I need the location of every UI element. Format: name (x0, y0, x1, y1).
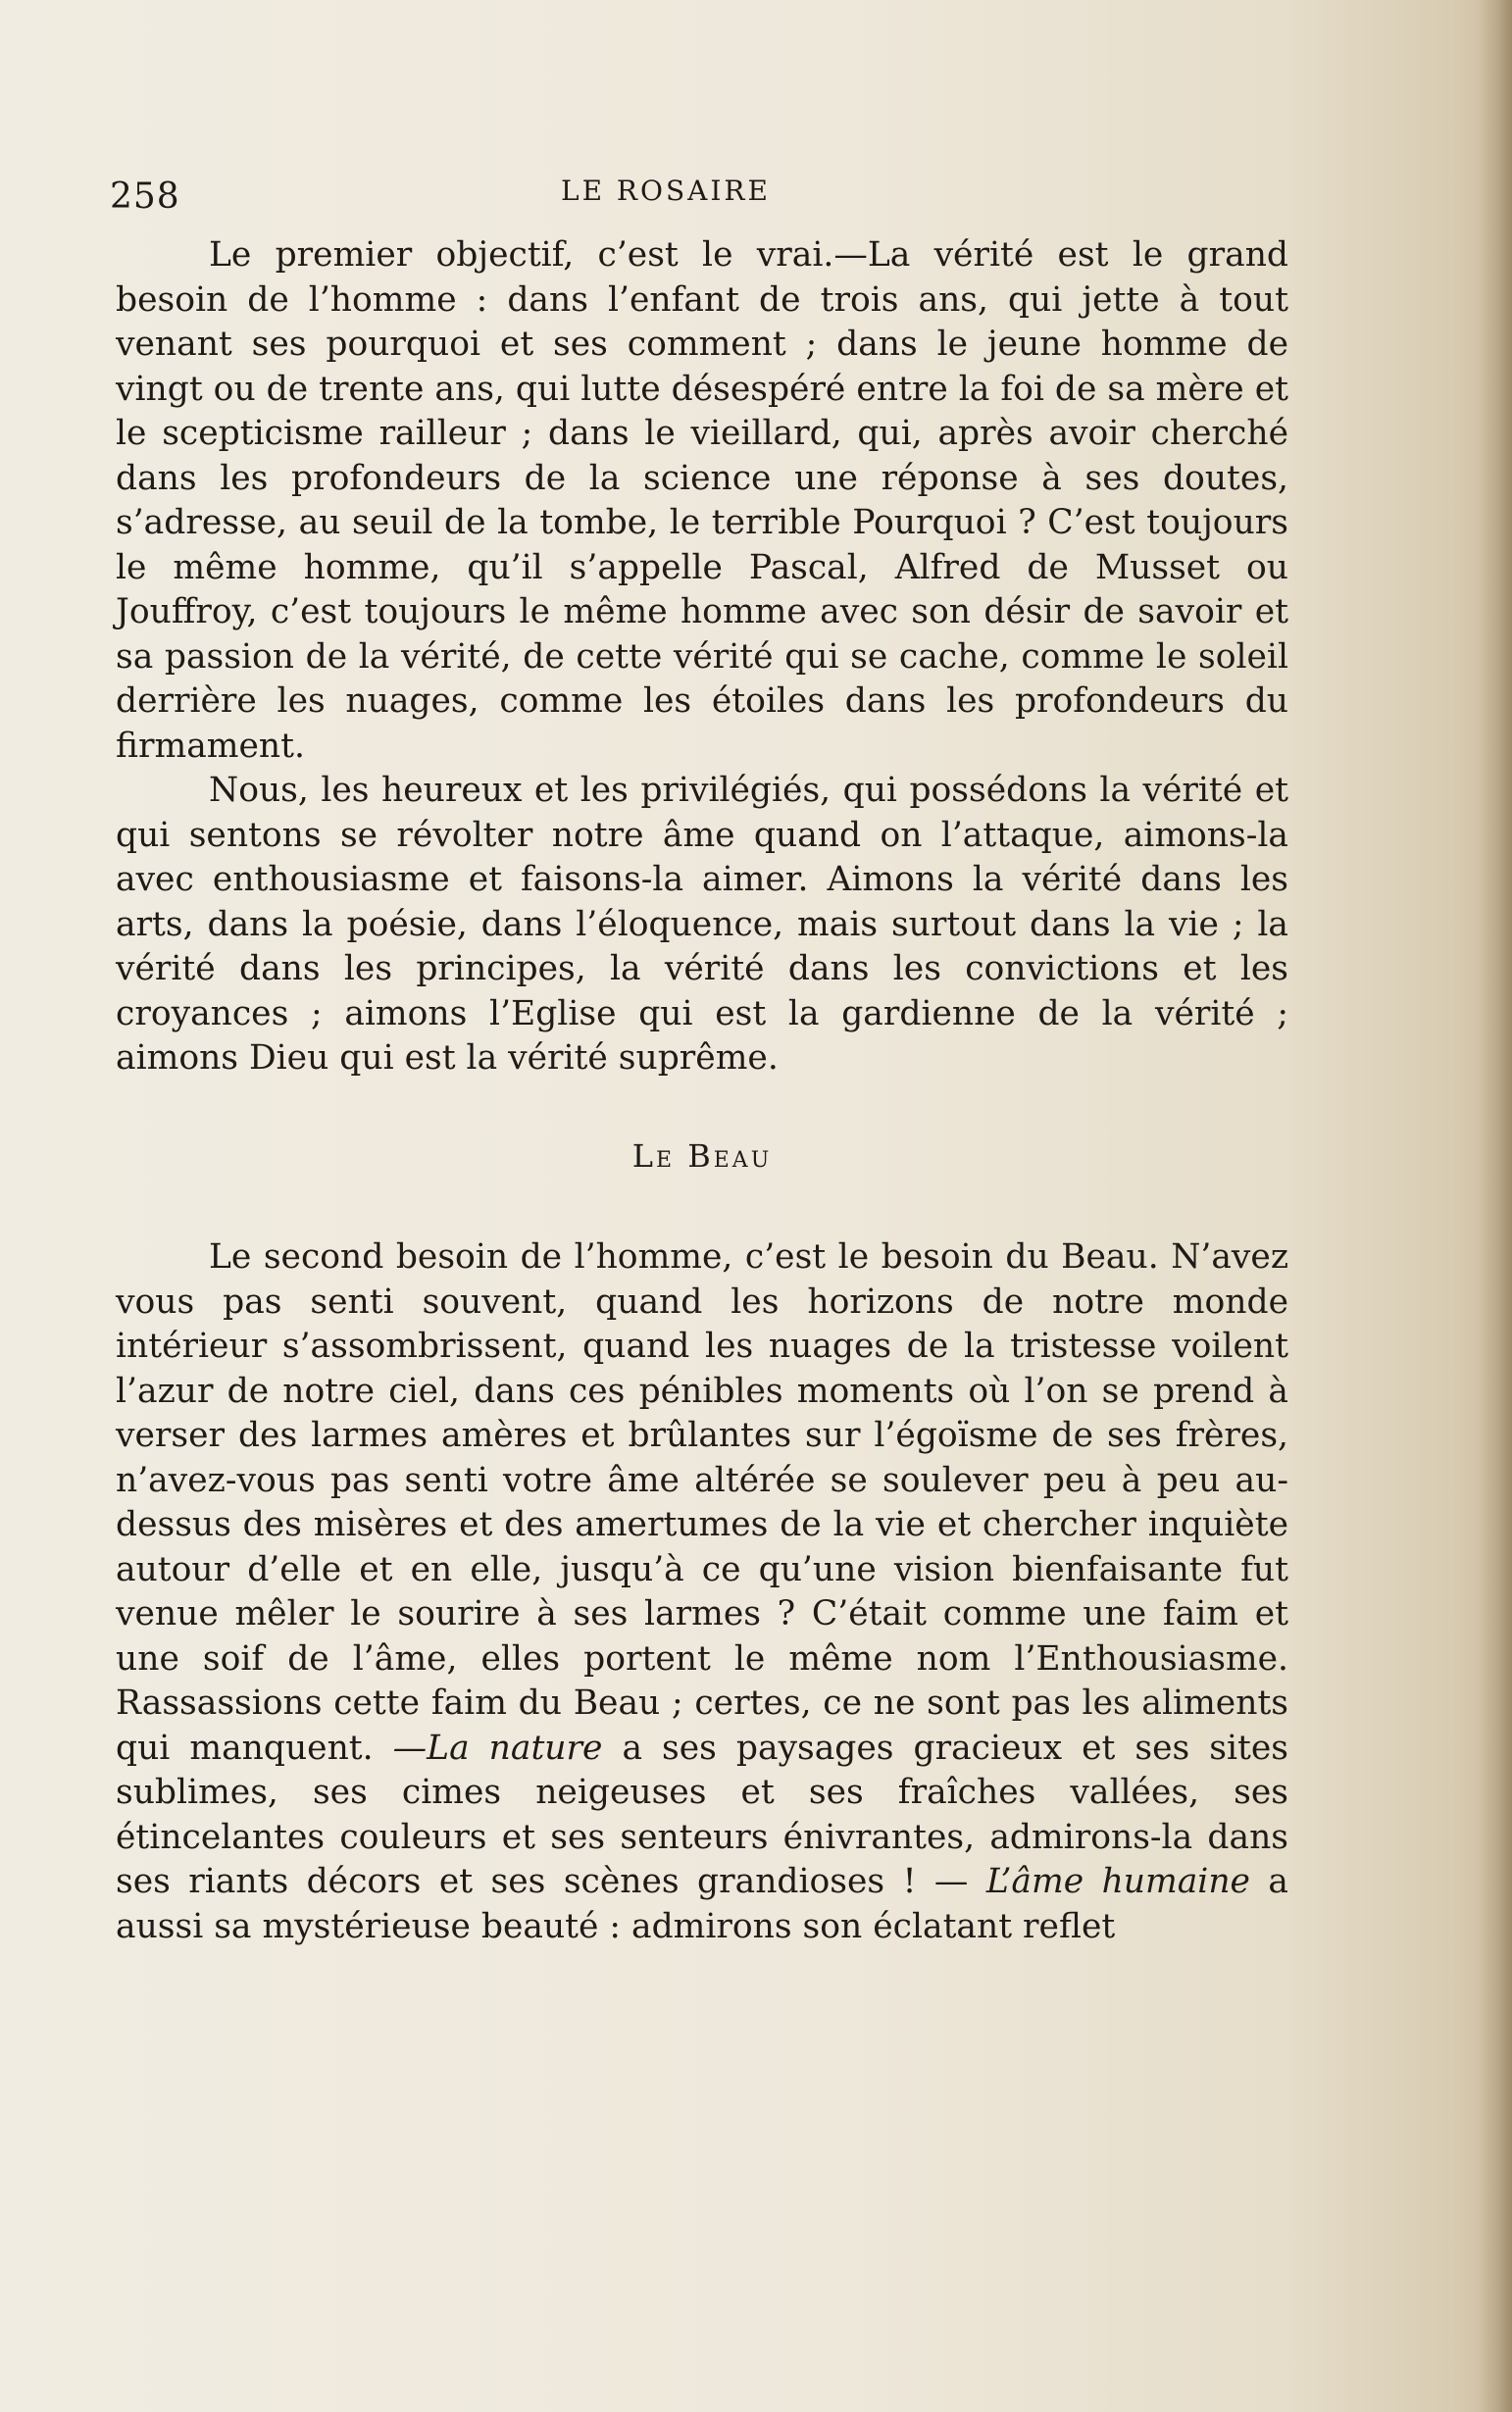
paragraph-beauty-text-2: a ses paysages gracieux et ses sites sublimes, ses cimes neigeuses et ses fraîches vallées, ses étincelantes couleurs et ses senteurs énivrantes, admirons-la dans ses riants décors et ses scènes grandioses ! — (116, 1728, 1288, 1901)
paragraph-love-truth: Nous, les heureux et les privilégiés, qui possédons la vérité et qui sentons se révolter notre âme quand on l’attaque, aimons-la avec enthousiasme et faisons-la aimer. Aimons la vérité dans les arts, dans la poésie, dans l’éloquence, mais surtout dans la vie ; la vérité dans les principes, la vérité dans les convictions et les croyances ; aimons l’Eglise qui est la gardienne de la vérité ; aimons Dieu qui est la vérité suprême. (116, 771, 1288, 1078)
page-header (110, 167, 1286, 226)
paragraph-beauty-text-1: Le second besoin de l’homme, c’est le besoin du Beau. N’avez vous pas senti souvent, quand les horizons de notre monde intérieur s’assombrissent, quand les nuages de la tristesse voilent l’azur de notre ciel, dans ces pénibles moments où l’on se prend à verser des larmes amères et brûlantes sur l’égoïsme de ses frères, n’avez-vous pas senti votre âme altérée se soulever peu à peu au-dessus des misères et des amertumes de la vie et chercher inquiète autour d’elle et en elle, jusqu’à ce qu’une vision bienfaisante fut venue mêler le sourire à ses larmes ? C’était comme une faim et une soif de l’âme, elles portent le même nom l’Enthousiasme. Rassassions cette faim du Beau ; certes, ce ne sont pas les aliments qui manquent. (116, 1237, 1288, 1768)
paragraph-truth: Le premier objectif, c’est le vrai.—La vérité est le grand besoin de l’homme : dans l’enfant de trois ans, qui jette à tout venant ses pourquoi et ses comment ; dans le jeune homme de vingt ou de trente ans, qui lutte désespéré entre la foi de sa mère et le scepticisme railleur ; dans le vieillard, qui, après avoir cherché dans les profondeurs de la science une réponse à ses doutes, s’adresse, au seuil de la tombe, le terrible Pourquoi ? C’est toujours le même homme, qu’il s’appelle Pascal, Alfred de Musset ou Jouffroy, c’est toujours le même homme avec son désir de savoir et sa passion de la vérité, de cette vérité qui se cache, comme le soleil derrière les nuages, comme les étoiles dans les profondeurs du firmament. (116, 235, 1288, 766)
paragraph-beauty-text-3: a aussi sa mystérieuse beauté : admirons son éclatant reflet (116, 1862, 1288, 1946)
body-text (116, 233, 1288, 1949)
italic-ame-humaine: L’âme humaine (985, 1862, 1250, 1901)
running-head: LE ROSAIRE (561, 175, 771, 207)
page-number: 258 (110, 176, 180, 217)
paragraph-beauty (116, 1235, 1288, 1949)
section-title: Le Beau (631, 1136, 773, 1175)
italic-la-nature: —La nature (392, 1728, 603, 1768)
page-edge-shadow (1479, 0, 1512, 2412)
